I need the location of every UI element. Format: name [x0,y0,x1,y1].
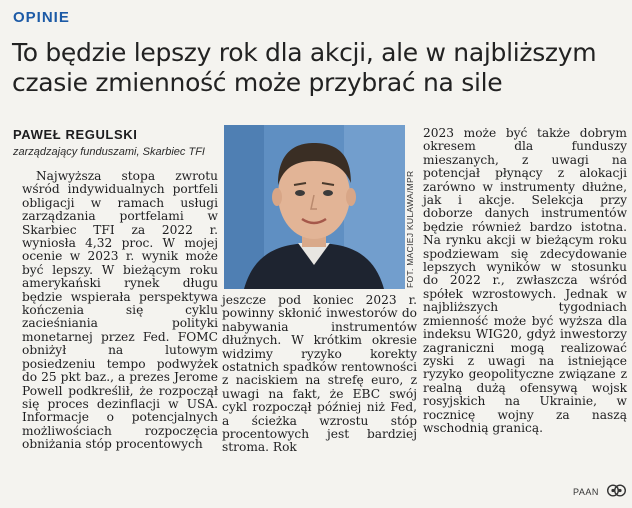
signature: PAAN [573,487,599,497]
cc-icon [607,484,626,497]
photo-credit: FOT. MACIEJ KULAWA/MPR [405,170,415,288]
section-label: OPINIE [13,9,70,26]
article-column-1: Najwyższa stopa zwrotu wśród indywidualnych portfeli obligacji w ramach usługi zarządzania portfelami w Skarbiec TFI za 2022 r. wyniosła 4,32 proc. W mojej ocenie w 2023 r. wynik może być lepszy. W bieżącym roku amerykański rynek długu będzie wspierała perspektywa kończenia się cyklu zacieśniania polityki monetarnej przez Fed. FOMC obniżył na lutowym posiedzeniu tempo podwyżek do 25 pkt baz., a prezes Jerome Powell podkreślił, że rozpoczął się proces dezinflacji w USA. Informacje o potencjalnych możliwościach rozpoczęcia obniżania stóp procentowych [22,169,218,452]
author-photo [224,125,405,289]
article-column-2: jeszcze pod koniec 2023 r. powinny skłonić inwestorów do nabywania instrumentów dłużnych. W krótkim okresie widzimy ryzyko korekty ostatnich spadków rentowności z naciskiem na strefę euro, z uwagi na fakt, że EBC swój cykl rozpoczął później niż Fed, a ścieżka wzrostu stóp procentowych jest bardziej stroma. Rok [222,293,417,455]
article-column-3: 2023 może być także dobrym okresem dla funduszy mieszanych, z uwagi na potencjał płynący z alokacji zarówno w instrumenty dłużne, jak i akcje. Selekcja przy doborze danych instrumentów będzie również bardzo istotna. Na rynku akcji w bieżącym roku spodziewam się zdecydowanie lepszych wyników w stosunku do 2022 r., zwłaszcza wśród spółek wzrostowych. Jednak w najbliższych tygodniach zmienność może być wyższa dla indeksu WIG20, gdyż inwestorzy zagraniczni mogą realizować zyski z uwagi na istniejące ryzyko geopolityczne związane z realną dużą ofensywą wojsk rosyjskich na Ukrainie, w rocznicę wojny za naszą wschodnią granicą. [423,126,627,435]
portrait-illustration [224,125,405,289]
headline: To będzie lepszy rok dla akcji, ale w najbliższym czasie zmienność może przybrać na sile [12,38,597,97]
author-role: zarządzający funduszami, Skarbiec TFI [13,146,205,158]
author-name: PAWEŁ REGULSKI [13,127,138,142]
